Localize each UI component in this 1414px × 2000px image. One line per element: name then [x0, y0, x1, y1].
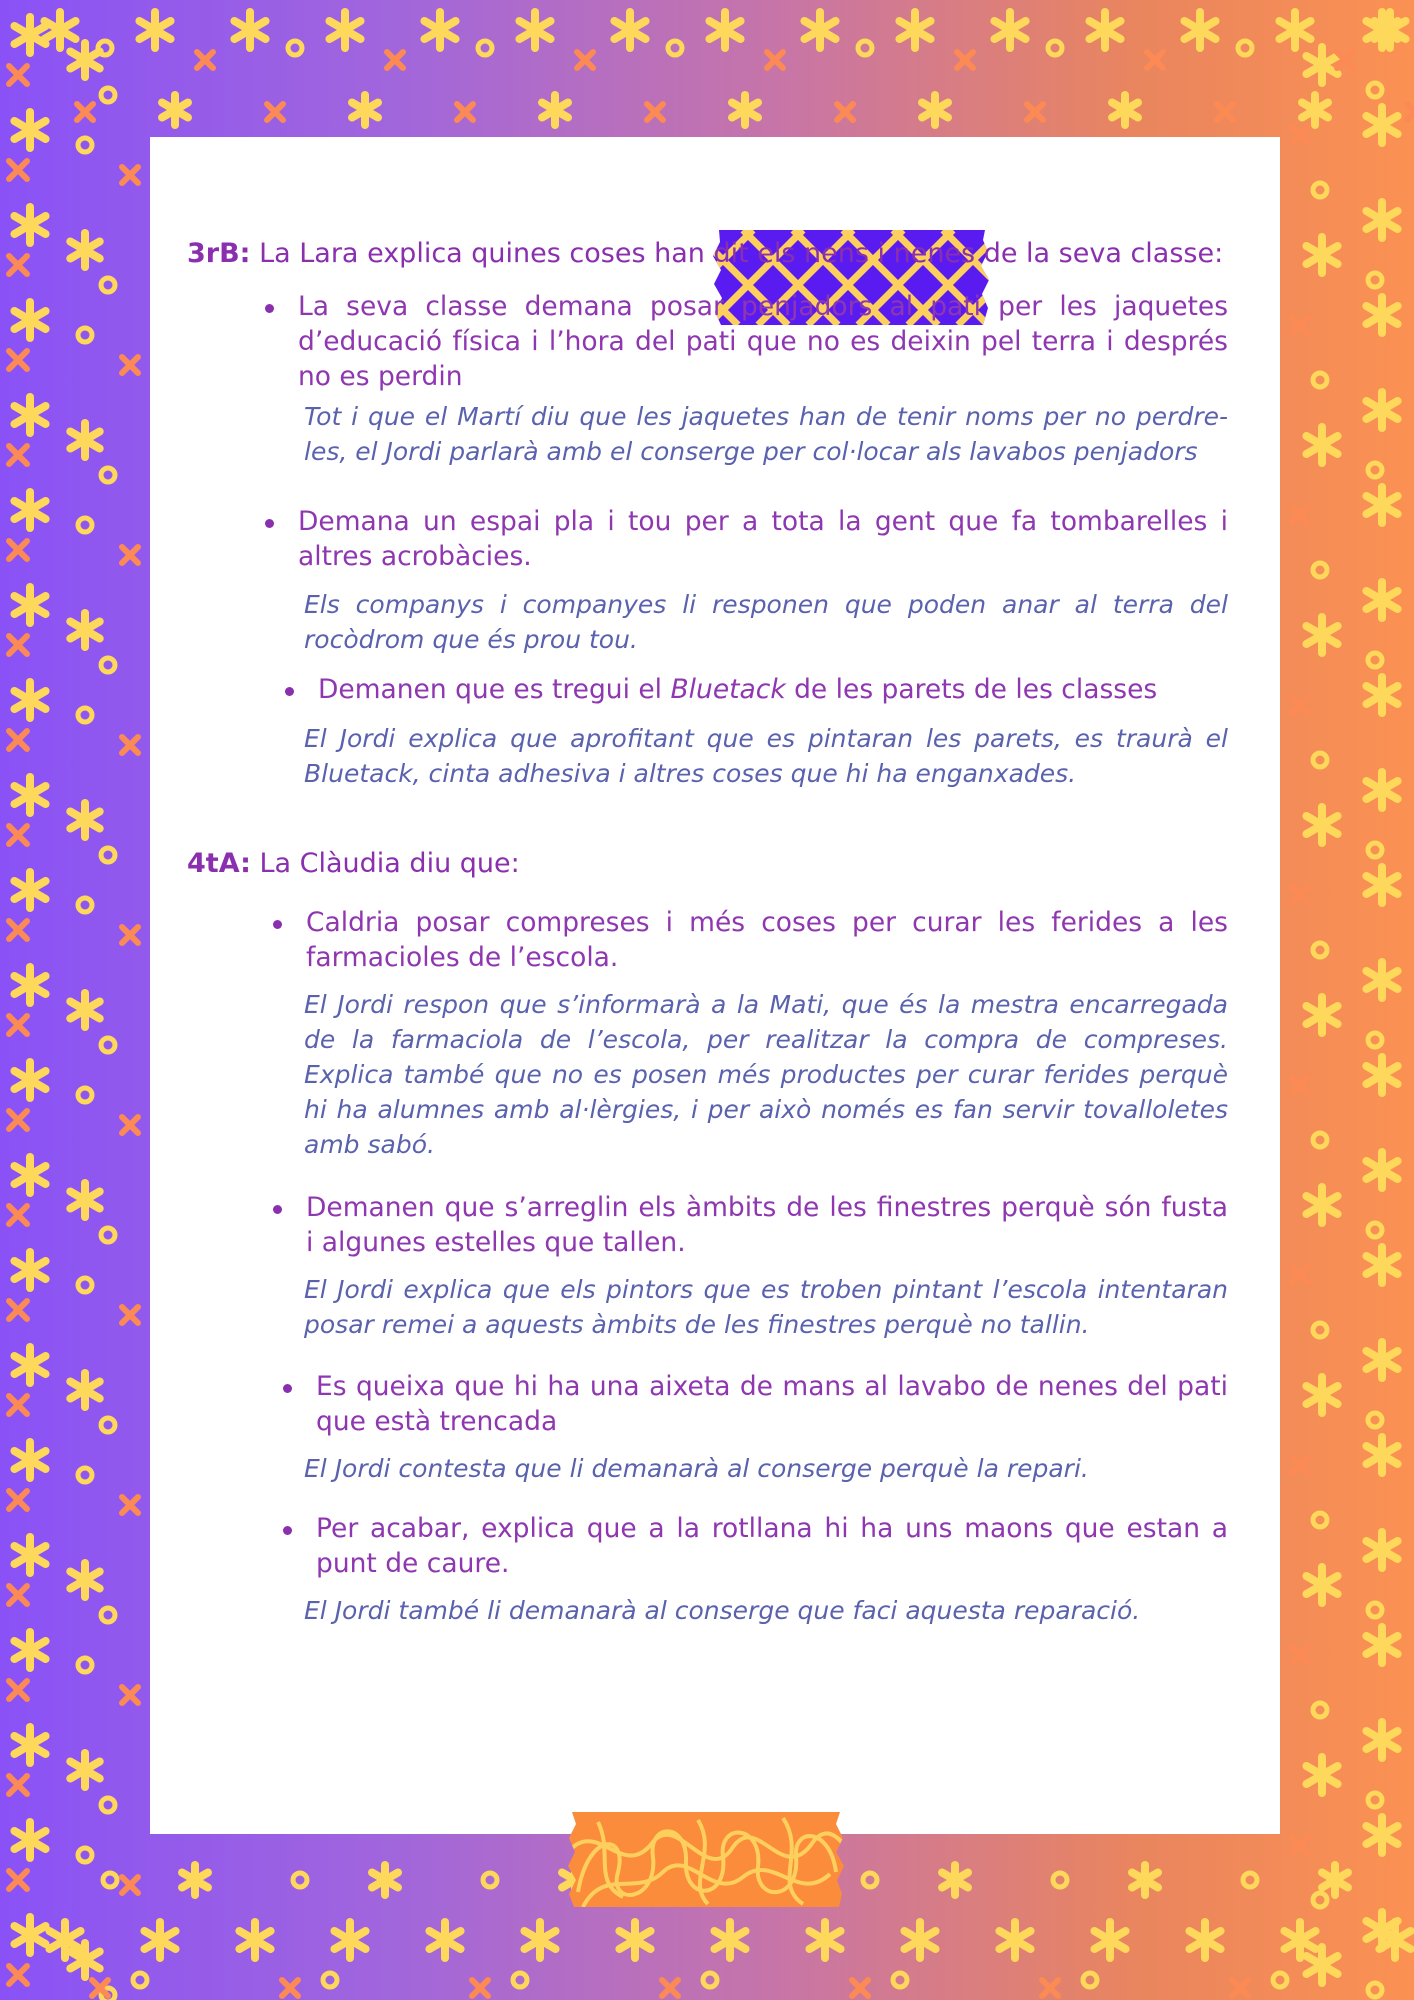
star-icon [14, 1632, 45, 1668]
star-icon [614, 12, 645, 48]
cross-icon [9, 1396, 27, 1414]
ring-dot-icon [1313, 1323, 1327, 1337]
cross-icon [1147, 52, 1163, 68]
cross-icon [9, 1871, 27, 1889]
list-item [318, 672, 1228, 707]
reply-text: El Jordi respon que s’informarà a la Mati, que és la mestra encarregada de la farmaciola de l’escola, per realitzar la compra de compreses. Explica també que no es posen més productes per curar ferides perquè hi ha alumnes amb al·lèrgies, i per això només es fan servir tovalloletes amb sabó. [304, 990, 1228, 1159]
item-text: Per acabar, explica que a la rotllana hi ha uns maons que estan a punt de caure. [316, 1513, 1228, 1579]
cross-icon [1292, 1457, 1308, 1473]
star-icon [329, 12, 360, 48]
cross-icon [282, 1980, 298, 1996]
star-icon [524, 1922, 555, 1958]
cross-icon [9, 541, 27, 559]
item-text-emphasis: Bluetack [670, 674, 786, 705]
star-icon [1366, 107, 1397, 143]
star-icon [1366, 1247, 1397, 1283]
star-icon [1306, 617, 1337, 653]
cross-icon [1027, 104, 1043, 120]
star-icon [70, 1753, 99, 1787]
reply-text: El Jordi explica que els pintors que es troben pintant l’escola intentaran posar remei a aquests àmbits de les finestres perquè no tallin. [304, 1275, 1228, 1339]
star-icon [14, 1822, 45, 1858]
star-icon [239, 1922, 270, 1958]
star-icon [70, 993, 99, 1027]
cross-icon [1292, 1267, 1308, 1283]
ring-dot-icon [1368, 1413, 1382, 1427]
star-icon [144, 1922, 175, 1958]
star-icon [14, 1252, 45, 1288]
ring-dot-icon [133, 1973, 147, 1987]
star-icon [70, 1563, 99, 1597]
list-item [298, 504, 1228, 574]
ring-dot-icon [101, 1798, 115, 1812]
star-icon [1366, 1437, 1397, 1473]
cross-icon [122, 357, 138, 373]
star-icon [14, 1157, 45, 1193]
ring-dot-icon [78, 898, 92, 912]
star-icon [14, 207, 45, 243]
bullet [265, 304, 274, 313]
star-icon [334, 1922, 365, 1958]
class-code: 4tA: [187, 848, 251, 879]
star-icon [1306, 807, 1337, 843]
cross-icon [9, 1681, 27, 1699]
ring-dot-icon [1368, 463, 1382, 477]
star-icon [70, 613, 99, 647]
star-icon [14, 112, 45, 148]
star-icon [1366, 1057, 1397, 1093]
cross-icon [957, 52, 973, 68]
star-icon [1366, 962, 1397, 998]
cross-icon [9, 921, 27, 939]
star-icon [1306, 997, 1337, 1033]
star-icon [70, 233, 99, 267]
bullet [273, 1205, 282, 1214]
cross-icon [852, 1980, 868, 1996]
star-icon [1094, 1922, 1125, 1958]
cross-icon [9, 1016, 27, 1034]
ring-dot-icon [101, 1418, 115, 1432]
star-icon [999, 1922, 1030, 1958]
star-icon [542, 95, 568, 125]
star-icon [732, 95, 758, 125]
star-icon [372, 1865, 398, 1895]
list-item [298, 289, 1228, 394]
ring-dot-icon [863, 1873, 877, 1887]
ring-dot-icon [78, 1848, 92, 1862]
star-icon [70, 1183, 99, 1217]
cross-icon [9, 161, 27, 179]
ring-dot-icon [1313, 183, 1327, 197]
star-icon [352, 95, 378, 125]
star-icon [709, 12, 740, 48]
star-icon [1306, 1947, 1337, 1983]
star-icon [70, 43, 99, 77]
star-icon [14, 1347, 45, 1383]
reply-text: El Jordi explica que aprofitant que es pintaran les parets, es traurà el Bluetack, cinta adhesiva i altres coses que hi ha enganxades. [304, 724, 1228, 788]
star-icon [809, 1922, 840, 1958]
list-item [316, 1369, 1228, 1439]
cross-icon [1292, 697, 1308, 713]
cross-icon [9, 1491, 27, 1509]
star-icon [14, 777, 45, 813]
item-text: Demana un espai pla i tou per a tota la gent que fa tombarelles i altres acrobàcies. [298, 506, 1228, 572]
star-icon [14, 302, 45, 338]
ring-dot-icon [668, 41, 682, 55]
star-icon [1306, 427, 1337, 463]
star-icon [619, 1922, 650, 1958]
star-icon [1284, 1922, 1315, 1958]
ring-dot-icon [1368, 1793, 1382, 1807]
bullet [283, 1384, 292, 1393]
ring-dot-icon [293, 1873, 307, 1887]
cross-icon [9, 731, 27, 749]
item-text: Es queixa que hi ha una aixeta de mans al lavabo de nenes del pati que està trencada [316, 1371, 1228, 1437]
cross-icon [387, 52, 403, 68]
reply-text: El Jordi també li demanarà al conserge que faci aquesta reparació. [304, 1596, 1141, 1625]
ring-dot-icon [1048, 41, 1062, 55]
ring-dot-icon [893, 1973, 907, 1987]
star-icon [1366, 1342, 1397, 1378]
cross-icon [1042, 1980, 1058, 1996]
section-heading-4ta [187, 847, 520, 881]
star-icon [70, 423, 99, 457]
bullet [273, 920, 282, 929]
star-icon [1306, 1757, 1337, 1793]
star-icon [1366, 1722, 1397, 1758]
reply-text: Els companys i companyes li responen que poden anar al terra del rocòdrom que és prou tou. [304, 590, 1228, 654]
ring-dot-icon [1243, 1873, 1257, 1887]
reply-text: El Jordi contesta que li demanarà al conserge perquè la repari. [304, 1454, 1089, 1483]
ring-dot-icon [1313, 1133, 1327, 1147]
star-icon [1366, 202, 1397, 238]
bullet [265, 519, 274, 528]
star-icon [14, 397, 45, 433]
cross-icon [122, 927, 138, 943]
cross-icon [767, 52, 783, 68]
star-icon [1366, 297, 1397, 333]
ring-dot-icon [1238, 41, 1252, 55]
cross-icon [9, 1206, 27, 1224]
cross-icon [9, 446, 27, 464]
item-text [318, 672, 1228, 707]
cross-icon [1292, 127, 1308, 143]
cross-icon [122, 167, 138, 183]
ring-dot-icon [1368, 1983, 1382, 1997]
paper-sheet [150, 137, 1280, 1834]
ring-dot-icon [1313, 1513, 1327, 1527]
star-icon [1366, 582, 1397, 618]
star-icon [1366, 392, 1397, 428]
star-icon [14, 492, 45, 528]
section-heading-3rb [187, 237, 1223, 271]
star-icon [1306, 47, 1337, 83]
star-icon [1306, 237, 1337, 273]
cross-icon [122, 737, 138, 753]
cross-icon [662, 1980, 678, 1996]
star-icon [994, 12, 1025, 48]
ring-dot-icon [1313, 1893, 1327, 1907]
cross-icon [1232, 1980, 1248, 1996]
cross-icon [457, 104, 473, 120]
cross-icon [9, 351, 27, 369]
cross-icon [1292, 507, 1308, 523]
ring-dot-icon [101, 848, 115, 862]
ring-dot-icon [101, 658, 115, 672]
ring-dot-icon [1368, 653, 1382, 667]
star-icon [1306, 1187, 1337, 1223]
ring-dot-icon [1313, 373, 1327, 387]
cross-icon [122, 1307, 138, 1323]
star-icon [1189, 1922, 1220, 1958]
cross-icon [1292, 1647, 1308, 1663]
star-icon [942, 1865, 968, 1895]
ring-dot-icon [78, 138, 92, 152]
ring-dot-icon [1313, 1703, 1327, 1717]
star-icon [14, 1917, 45, 1953]
ring-dot-icon [1083, 1973, 1097, 1987]
section-intro: La Clàudia diu que: [259, 848, 520, 879]
cross-icon [9, 636, 27, 654]
cross-icon [9, 1966, 27, 1984]
ring-dot-icon [1368, 1223, 1382, 1237]
ring-dot-icon [103, 1873, 117, 1887]
ring-dot-icon [323, 1973, 337, 1987]
ring-dot-icon [101, 88, 115, 102]
cross-icon [122, 1497, 138, 1513]
cross-icon [122, 1117, 138, 1133]
star-icon [14, 1537, 45, 1573]
cross-icon [1292, 1837, 1308, 1853]
ring-dot-icon [78, 1468, 92, 1482]
star-icon [429, 1922, 460, 1958]
star-icon [1366, 677, 1397, 713]
star-icon [1366, 487, 1397, 523]
star-icon [14, 587, 45, 623]
cross-icon [1292, 887, 1308, 903]
ring-dot-icon [101, 1228, 115, 1242]
item-text: La seva classe demana posar penjadors al pati per les jaquetes d’educació física i l’hora del pati que no es deixin pel terra i després no es perdin [298, 291, 1228, 392]
ring-dot-icon [1313, 943, 1327, 957]
ring-dot-icon [1368, 1603, 1382, 1617]
cross-icon [472, 1980, 488, 1996]
star-icon [1366, 1627, 1397, 1663]
item-text-part: Demanen que es tregui el [318, 674, 663, 705]
star-icon [922, 95, 948, 125]
star-icon [1366, 772, 1397, 808]
star-icon [1112, 95, 1138, 125]
ring-dot-icon [1368, 83, 1382, 97]
star-icon [1089, 12, 1120, 48]
cross-icon [1217, 104, 1233, 120]
cross-icon [9, 66, 27, 84]
ring-dot-icon [78, 1088, 92, 1102]
ring-dot-icon [1313, 563, 1327, 577]
ring-dot-icon [1368, 273, 1382, 287]
ring-dot-icon [1053, 1873, 1067, 1887]
ring-dot-icon [483, 1873, 497, 1887]
star-icon [14, 872, 45, 908]
reply-text: Tot i que el Martí diu que les jaquetes han de tenir noms per no perdre-les, el Jordi parlarà amb el conserge per col·locar als lavabos penjadors [304, 402, 1228, 466]
class-code: 3rB: [187, 238, 251, 269]
ring-dot-icon [513, 1973, 527, 1987]
cross-icon [1407, 104, 1414, 120]
ring-dot-icon [858, 41, 872, 55]
cross-icon [1337, 52, 1353, 68]
star-icon [1302, 95, 1328, 125]
ring-dot-icon [98, 41, 112, 55]
ring-dot-icon [101, 278, 115, 292]
cross-icon [1292, 317, 1308, 333]
star-icon [14, 1442, 45, 1478]
star-icon [1366, 1532, 1397, 1568]
star-icon [899, 12, 930, 48]
star-icon [1132, 1865, 1158, 1895]
star-icon [1322, 1865, 1348, 1895]
star-icon [162, 95, 188, 125]
star-icon [1184, 12, 1215, 48]
item-text: Demanen que s’arreglin els àmbits de les finestres perquè són fusta i algunes estelles que tallen. [306, 1192, 1228, 1258]
cross-icon [837, 104, 853, 120]
star-icon [519, 12, 550, 48]
star-icon [714, 1922, 745, 1958]
item-text-part: de les parets de les classes [794, 674, 1158, 705]
section-intro: La Lara explica quines coses han dit els nens i nenes de la seva classe: [259, 238, 1224, 269]
document-content [150, 137, 1280, 1834]
star-icon [1366, 1152, 1397, 1188]
star-icon [14, 682, 45, 718]
star-icon [14, 967, 45, 1003]
list-item [316, 1511, 1228, 1581]
ring-dot-icon [288, 41, 302, 55]
cross-icon [9, 826, 27, 844]
ring-dot-icon [101, 468, 115, 482]
cross-icon [9, 1586, 27, 1604]
star-icon [1306, 1567, 1337, 1603]
ring-dot-icon [703, 1973, 717, 1987]
ring-dot-icon [78, 1278, 92, 1292]
star-icon [14, 1062, 45, 1098]
ring-dot-icon [1368, 843, 1382, 857]
star-icon [1366, 1817, 1397, 1853]
cross-icon [197, 52, 213, 68]
cross-icon [9, 1776, 27, 1794]
cross-icon [77, 104, 93, 120]
ring-dot-icon [101, 1608, 115, 1622]
star-icon [139, 12, 170, 48]
list-item [306, 1190, 1228, 1260]
cross-icon [267, 104, 283, 120]
star-icon [1279, 12, 1310, 48]
star-icon [182, 1865, 208, 1895]
ring-dot-icon [1368, 1033, 1382, 1047]
ring-dot-icon [1313, 753, 1327, 767]
star-icon [804, 12, 835, 48]
cross-icon [647, 104, 663, 120]
star-icon [14, 1727, 45, 1763]
star-icon [234, 12, 265, 48]
cross-icon [122, 547, 138, 563]
ring-dot-icon [1273, 1973, 1287, 1987]
cross-icon [122, 1877, 138, 1893]
star-icon [70, 1373, 99, 1407]
bullet [283, 1526, 292, 1535]
ring-dot-icon [78, 518, 92, 532]
list-item [306, 905, 1228, 975]
item-text: Caldria posar compreses i més coses per curar les ferides a les farmacioles de l’escola. [306, 907, 1228, 973]
bullet [285, 687, 294, 696]
star-icon [70, 803, 99, 837]
star-icon [1306, 1377, 1337, 1413]
ring-dot-icon [78, 708, 92, 722]
cross-icon [577, 52, 593, 68]
star-icon [904, 1922, 935, 1958]
washi-tape-bottom [568, 1812, 844, 1907]
star-icon [424, 12, 455, 48]
cross-icon [1292, 1077, 1308, 1093]
cross-icon [9, 1301, 27, 1319]
ring-dot-icon [101, 1038, 115, 1052]
ring-dot-icon [478, 41, 492, 55]
ring-dot-icon [78, 328, 92, 342]
cross-icon [9, 256, 27, 274]
ring-dot-icon [78, 1658, 92, 1672]
cross-icon [9, 1111, 27, 1129]
cross-icon [122, 1687, 138, 1703]
star-icon [1366, 867, 1397, 903]
